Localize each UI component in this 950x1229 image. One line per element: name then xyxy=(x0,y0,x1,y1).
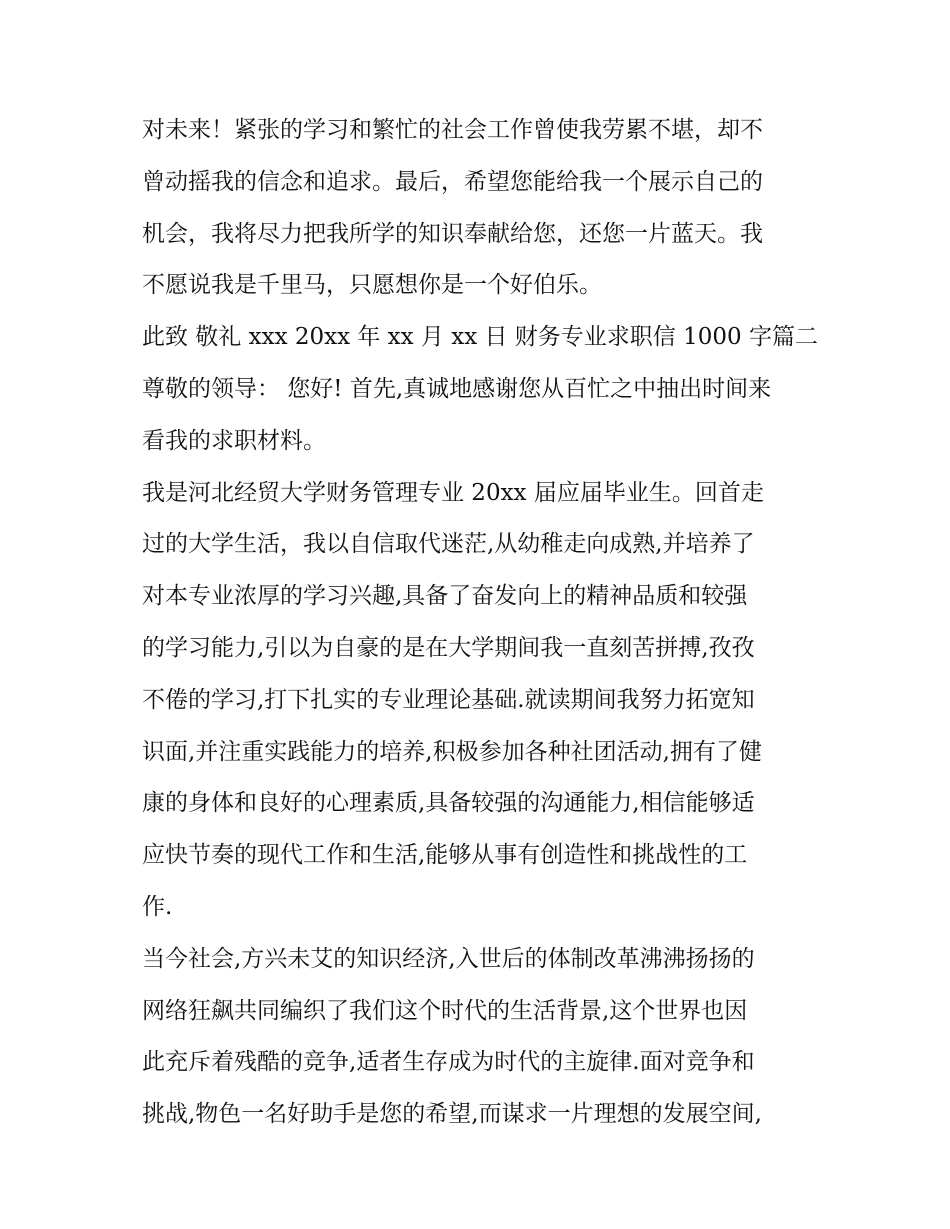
text-line: 曾动摇我的信念和追求。最后，希望您能给我一个展示自己的 xyxy=(142,168,763,195)
text-line: 不愿说我是千里马，只愿想你是一个好伯乐。 xyxy=(142,272,602,299)
text-line: 识面,并注重实践能力的培养,积极参加各种社团活动,拥有了健 xyxy=(142,738,762,765)
text-line: 对未来！紧张的学习和繁忙的社会工作曾使我劳累不堪，却不 xyxy=(142,117,763,143)
text-line: 过的大学生活，我以自信取代迷茫,从幼稚走向成熟,并培养了 xyxy=(142,531,755,558)
paragraph-introduction xyxy=(142,468,822,934)
text-line: 此致 敬礼 xxx 20xx 年 xx 月 xx 日 财务专业求职信 1000 字篇二 xyxy=(142,324,818,351)
text-line: 作. xyxy=(142,893,173,920)
text-line: 康的身体和良好的心理素质,具备较强的沟通能力,相信能够适 xyxy=(142,790,755,817)
text-line: 的学习能力,引以为自豪的是在大学期间我一直刻苦拼搏,孜孜 xyxy=(142,634,755,661)
text-line: 当今社会,方兴未艾的知识经济,入世后的体制改革沸沸扬扬的 xyxy=(142,945,755,972)
text-line: 机会，我将尽力把我所学的知识奉献给您，还您一片蓝天。我 xyxy=(142,220,763,247)
paragraph-salutation xyxy=(142,312,822,467)
text-line: 我是河北经贸大学财务管理专业 20xx 届应届毕业生。回首走 xyxy=(142,479,764,506)
text-line: 不倦的学习,打下扎实的专业理论基础.就读期间我努力拓宽知 xyxy=(142,686,755,713)
text-line: 对本专业浓厚的学习兴趣,具备了奋发向上的精神品质和较强 xyxy=(142,583,748,610)
document-body xyxy=(142,105,822,1141)
text-line: 尊敬的领导： 您好! 首先,真诚地感谢您从百忙之中抽出时间来 xyxy=(142,375,772,402)
text-line: 看我的求职材料。 xyxy=(142,427,326,454)
text-line: 挑战,物色一名好助手是您的希望,而谋求一片理想的发展空间, xyxy=(142,1101,762,1128)
text-line: 此充斥着残酷的竞争,适者生存成为时代的主旋律.面对竞争和 xyxy=(142,1049,755,1076)
paragraph-closing xyxy=(142,105,822,312)
text-line: 网络狂飙共同编织了我们这个时代的生活背景,这个世界也因 xyxy=(142,997,748,1024)
paragraph-society xyxy=(142,934,822,1141)
text-line: 应快节奏的现代工作和生活,能够从事有创造性和挑战性的工 xyxy=(142,842,748,869)
